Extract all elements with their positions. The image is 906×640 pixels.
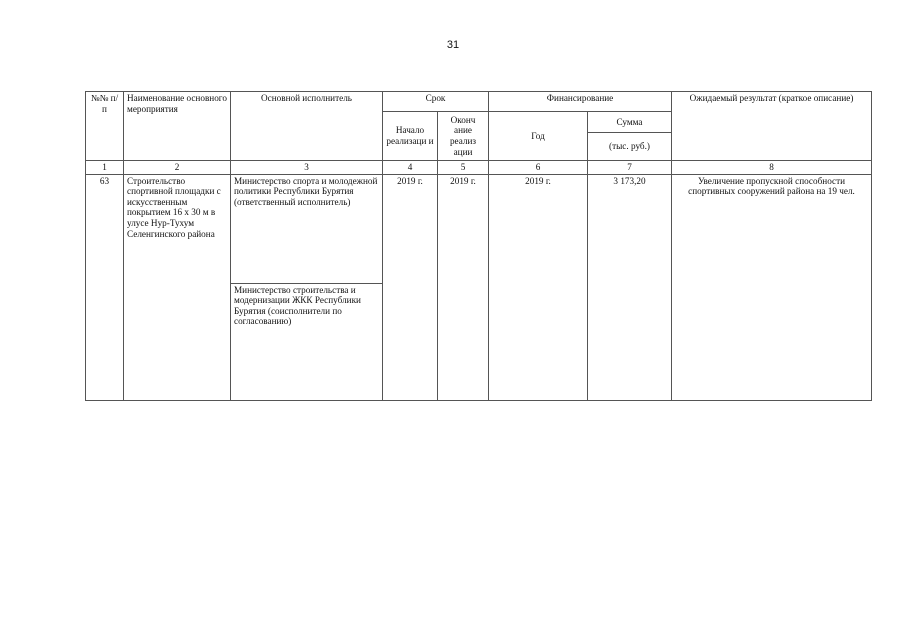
header-executor: Основной исполнитель	[231, 92, 383, 161]
header-year: Год	[489, 112, 588, 161]
column-number: 6	[489, 161, 588, 175]
row-sum: 3 173,20	[588, 174, 672, 400]
header-term-start: Начало реализаци и	[383, 112, 438, 161]
column-number: 5	[438, 161, 489, 175]
column-number: 3	[231, 161, 383, 175]
header-expected-result: Ожидаемый результат (краткое описание)	[672, 92, 872, 161]
row-executor-main: Министерство спорта и молодежной политики Республики Бурятия (ответственный исполнитель)	[231, 174, 383, 283]
header-term-end: Оконч ание реализ ации	[438, 112, 489, 161]
column-number: 8	[672, 161, 872, 175]
header-sum: Сумма	[588, 112, 672, 133]
column-number: 4	[383, 161, 438, 175]
row-num: 63	[86, 174, 124, 400]
row-executor-co: Министерство строительства и модернизации ЖКК Республики Бурятия (соисполнители по согласованию)	[231, 283, 383, 400]
row-start: 2019 г.	[383, 174, 438, 400]
row-expected-result: Увеличение пропускной способности спортивных сооружений района на 19 чел.	[672, 174, 872, 400]
header-num: №№ п/п	[86, 92, 124, 161]
row-year: 2019 г.	[489, 174, 588, 400]
row-activity-name: Строительство спортивной площадки с искусственным покрытием 16 х 30 м в улусе Нур-Тухум Селенгинского района	[124, 174, 231, 400]
header-financing: Финансирование	[489, 92, 672, 112]
column-number: 7	[588, 161, 672, 175]
header-sum-unit: (тыс. руб.)	[588, 133, 672, 161]
activity-table	[85, 91, 872, 401]
header-term: Срок	[383, 92, 489, 112]
row-end: 2019 г.	[438, 174, 489, 400]
column-number: 1	[86, 161, 124, 175]
table-row	[86, 174, 872, 283]
page-number: 31	[446, 39, 460, 51]
column-number: 2	[124, 161, 231, 175]
header-activity-name: Наименование основного мероприятия	[124, 92, 231, 161]
